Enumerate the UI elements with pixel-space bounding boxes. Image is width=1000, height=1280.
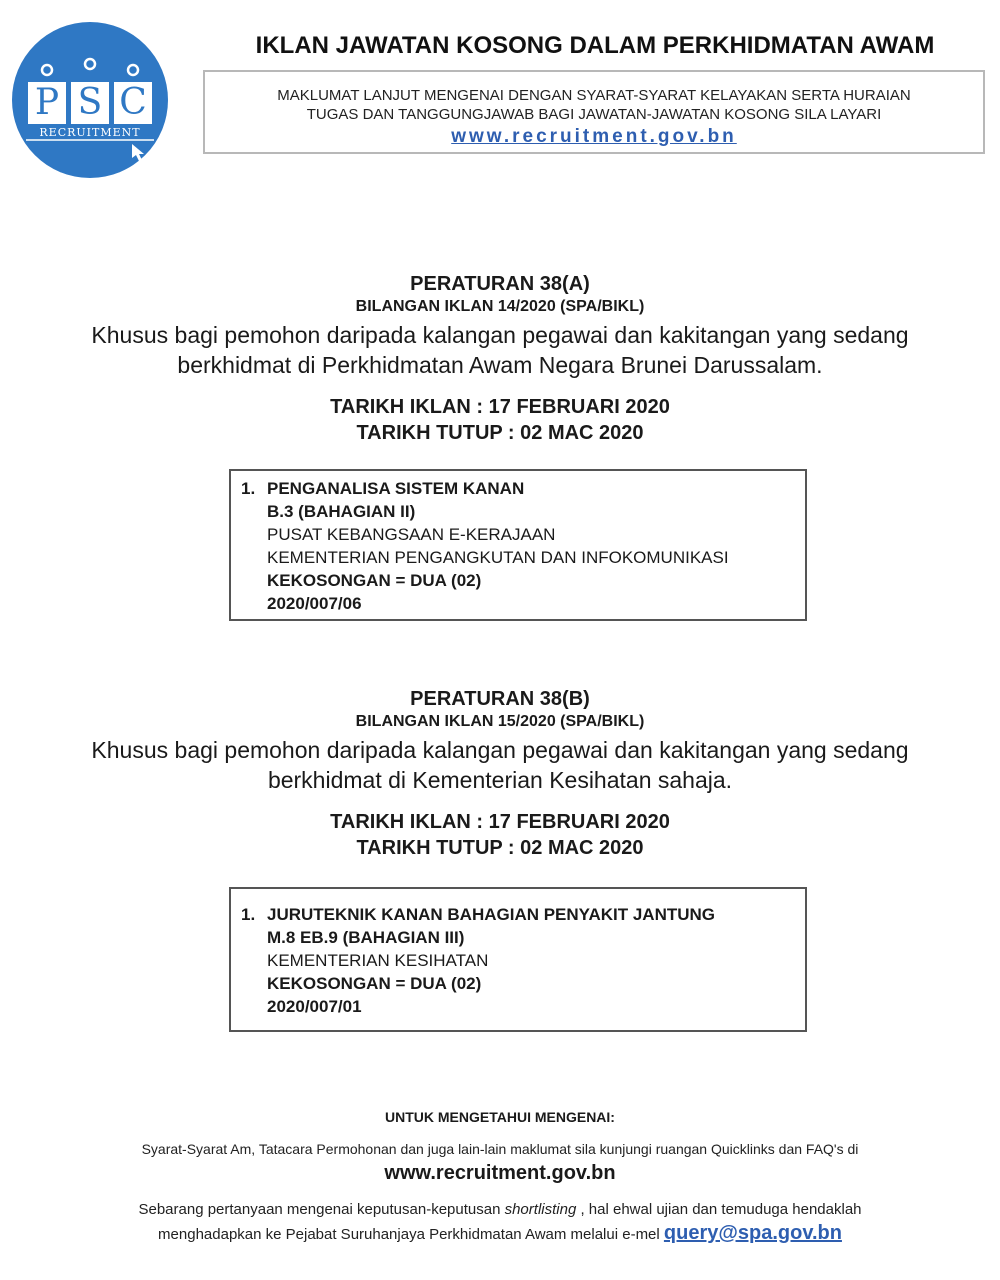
psc-recruitment-logo bbox=[12, 22, 168, 178]
section-peraturan-38b bbox=[0, 687, 1000, 861]
ad-number: BILANGAN IKLAN 15/2020 (SPA/BIKL) bbox=[355, 713, 645, 730]
info-line-2: TUGAS DAN TANGGUNGJAWAB BAGI JAWATAN-JAWATAN KOSONG SILA LAYARI bbox=[306, 106, 882, 123]
footer-info-text: Syarat-Syarat Am, Tatacara Permohonan dan juga lain-lain maklumat sila kunjungi ruangan Quicklinks dan FAQ's di bbox=[141, 1141, 859, 1157]
job-grade: B.3 (BAHAGIAN II) bbox=[267, 502, 416, 521]
query-text-italic: shortlisting bbox=[504, 1201, 577, 1218]
close-date: TARIKH TUTUP : 02 MAC 2020 bbox=[356, 837, 644, 859]
ad-date: TARIKH IKLAN : 17 FEBRUARI 2020 bbox=[330, 811, 670, 833]
eligibility-line-1: Khusus bagi pemohon daripada kalangan pegawai dan kakitangan yang sedang bbox=[91, 322, 909, 348]
job-vacancies: KEKOSONGAN = DUA (02) bbox=[267, 974, 482, 993]
close-date: TARIKH TUTUP : 02 MAC 2020 bbox=[356, 422, 644, 444]
footer-query-line-2 bbox=[0, 1222, 1000, 1245]
job-reference: 2020/007/01 bbox=[267, 997, 362, 1016]
footer-query-line-1 bbox=[0, 1201, 1000, 1218]
section-title: PERATURAN 38(B) bbox=[410, 688, 590, 710]
logo-subtitle: RECRUITMENT bbox=[39, 126, 141, 139]
section-peraturan-38a bbox=[0, 272, 1000, 446]
job-reference: 2020/007/06 bbox=[267, 594, 362, 613]
query-text-post: , hal ehwal ujian dan temuduga hendaklah bbox=[576, 1201, 862, 1218]
job-listing-box bbox=[229, 887, 807, 1032]
ad-date: TARIKH IKLAN : 17 FEBRUARI 2020 bbox=[330, 396, 670, 418]
info-line-1: MAKLUMAT LANJUT MENGENAI DENGAN SYARAT-SYARAT KELAYAKAN SERTA HURAIAN bbox=[277, 87, 911, 104]
section-title: PERATURAN 38(A) bbox=[410, 273, 590, 295]
job-position: JURUTEKNIK KANAN BAHAGIAN PENYAKIT JANTUNG bbox=[267, 905, 716, 924]
info-box bbox=[203, 70, 985, 154]
job-position: PENGANALISA SISTEM KANAN bbox=[267, 479, 525, 498]
logo-letter-c: C bbox=[114, 82, 152, 124]
recruitment-website-link[interactable]: www.recruitment.gov.bn bbox=[451, 126, 737, 147]
footer-heading: UNTUK MENGETAHUI MENGENAI: bbox=[385, 1109, 615, 1125]
query-text-line-2: menghadapkan ke Pejabat Suruhanjaya Perkhidmatan Awam melalui e-mel bbox=[158, 1226, 664, 1243]
logo-letter-p: P bbox=[28, 82, 66, 124]
eligibility-line-2: berkhidmat di Kementerian Kesihatan sahaja. bbox=[267, 767, 733, 793]
eligibility-line-2: berkhidmat di Perkhidmatan Awam Negara Brunei Darussalam. bbox=[177, 352, 823, 378]
job-number: 1. bbox=[241, 479, 256, 498]
footer-website-link[interactable]: www.recruitment.gov.bn bbox=[384, 1162, 616, 1184]
query-email-link[interactable]: query@spa.gov.bn bbox=[663, 1222, 842, 1244]
logo-letter-s: S bbox=[71, 82, 109, 124]
job-grade: M.8 EB.9 (BAHAGIAN III) bbox=[267, 928, 465, 947]
page-title: IKLAN JAWATAN KOSONG DALAM PERKHIDMATAN AWAM bbox=[255, 32, 935, 59]
job-number: 1. bbox=[241, 905, 256, 924]
eligibility-line-1: Khusus bagi pemohon daripada kalangan pegawai dan kakitangan yang sedang bbox=[91, 737, 909, 763]
job-vacancies: KEKOSONGAN = DUA (02) bbox=[267, 571, 482, 590]
query-text-pre: Sebarang pertanyaan mengenai keputusan-keputusan bbox=[138, 1201, 505, 1218]
job-department: PUSAT KEBANGSAAN E-KERAJAAN bbox=[267, 525, 556, 544]
ad-number: BILANGAN IKLAN 14/2020 (SPA/BIKL) bbox=[355, 298, 645, 315]
job-listing-box bbox=[229, 469, 807, 621]
job-ministry: KEMENTERIAN PENGANGKUTAN DAN INFOKOMUNIKASI bbox=[267, 548, 729, 567]
job-ministry: KEMENTERIAN KESIHATAN bbox=[267, 951, 489, 970]
